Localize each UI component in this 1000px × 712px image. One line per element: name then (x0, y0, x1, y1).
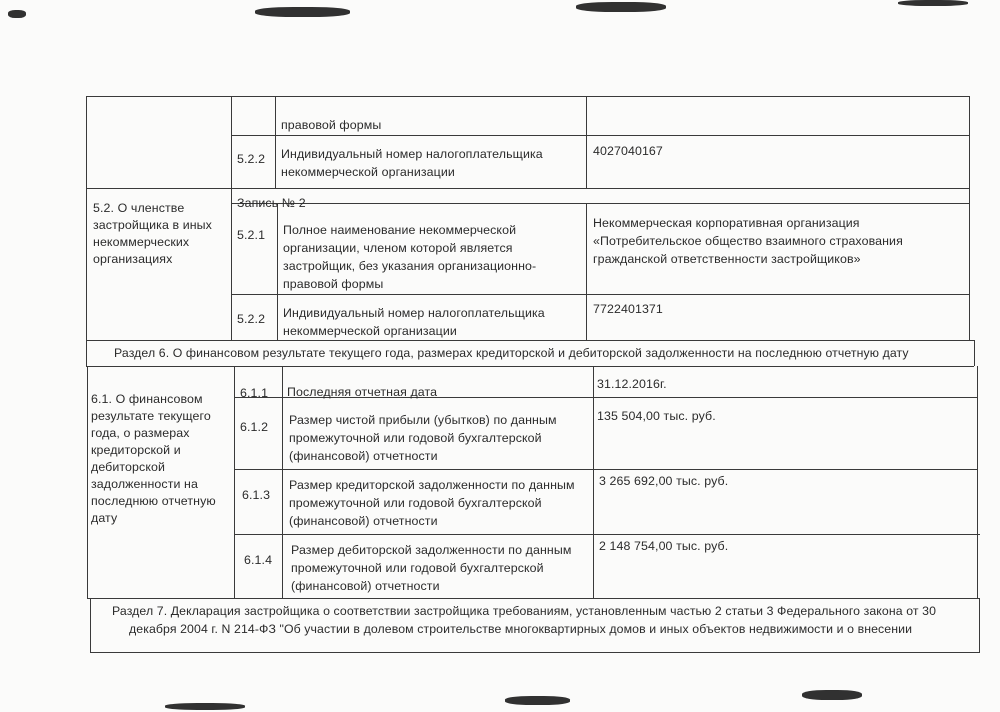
row-number: 6.1.3 (242, 488, 271, 502)
row-number: 5.2.1 (237, 228, 266, 242)
row-value-inn: 4027040167 (593, 144, 663, 158)
scan-artifact-top-left (8, 10, 26, 18)
record-heading: Запись № 2 (237, 196, 306, 210)
row-value-payables: 3 265 692,00 тыс. руб. (599, 474, 729, 488)
row-value-report-date: 31.12.2016г. (597, 377, 667, 391)
record1-org-form-tail: правовой формы (281, 118, 382, 132)
row-value-receivables: 2 148 754,00 тыс. руб. (599, 539, 729, 553)
row-number: 5.2.2 (237, 152, 266, 166)
scan-artifact-top-2 (576, 2, 666, 12)
scan-artifact-top-1 (255, 7, 350, 17)
scan-artifact-bottom-1 (165, 703, 245, 710)
scan-artifact-bottom-3 (802, 690, 862, 700)
row-number: 6.1.2 (240, 420, 269, 434)
row-number: 6.1.1 (240, 386, 269, 400)
row-label: Последняя отчетная дата (287, 385, 438, 399)
row-value-net-profit: 135 504,00 тыс. руб. (597, 409, 716, 423)
scan-artifact-bottom-2 (505, 696, 570, 705)
scan-artifact-top-3 (898, 0, 968, 6)
row-number: 5.2.2 (237, 312, 266, 326)
row-value-inn: 7722401371 (593, 302, 663, 316)
row-number: 6.1.4 (244, 553, 273, 567)
section-6-header: Раздел 6. О финансовом результате текущего года, размерах кредиторской и дебиторской задолженности на последнюю отчетную дату (114, 346, 909, 360)
